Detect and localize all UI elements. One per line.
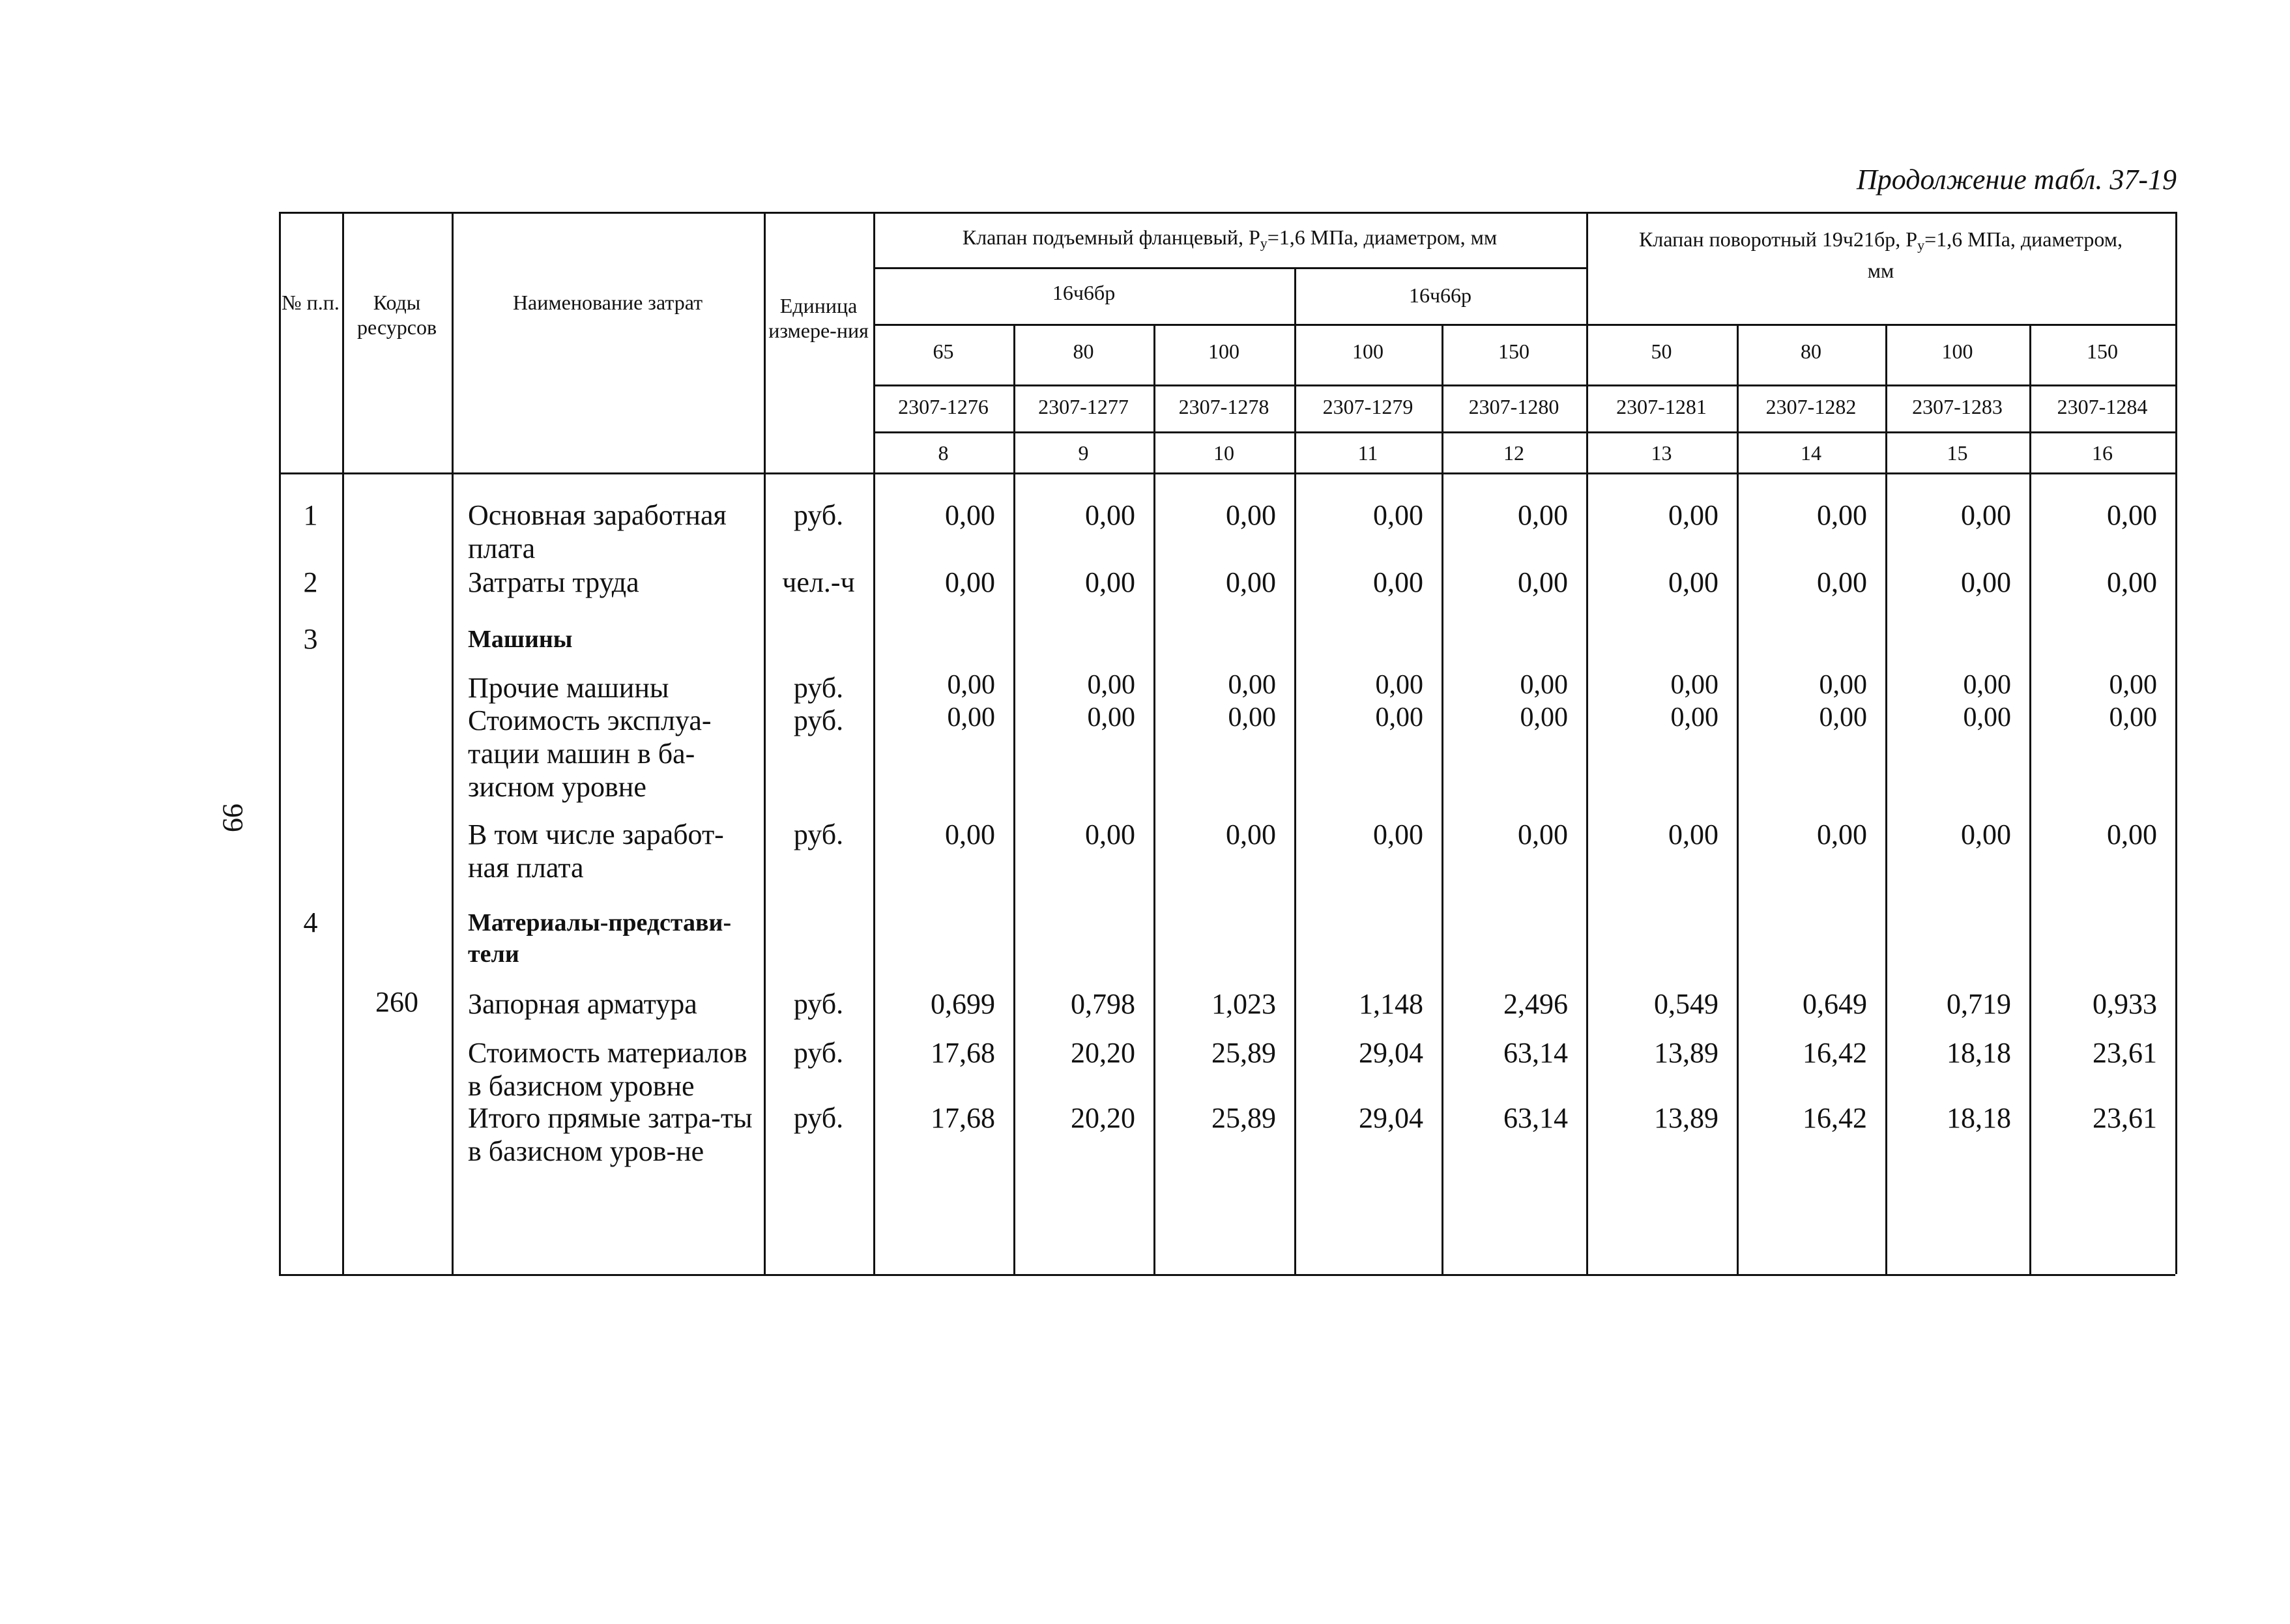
header-group1-text: Клапан подъемный фланцевый, P [962,225,1260,249]
row-number: 3 [303,623,318,655]
row-value: 0,00 [1226,819,1276,850]
row-name: В том числе заработ-ная плата [468,819,724,884]
row-value: 0,00 [947,670,995,700]
row-value: 23,61 [2093,1037,2157,1069]
row-value: 0,00 [945,819,995,850]
row-section-title: Материалы-представи-тели [468,909,732,968]
header-bottom-border [279,472,2175,474]
row-value: 17,68 [931,1037,995,1069]
row-value: 0,649 [1803,988,1867,1020]
header-diameter: 50 [1651,340,1672,363]
row-value: 0,00 [1085,566,1135,598]
row-value: 17,68 [931,1102,995,1134]
header-colnum: 10 [1213,441,1234,465]
row-number: 2 [303,566,318,598]
row-value: 0,00 [2109,703,2157,732]
row-number: 4 [303,906,318,938]
column-border [279,212,281,1274]
header-subgroup1: 16ч6бр [1052,281,1116,304]
row-value: 18,18 [1947,1037,2011,1069]
row-name: Прочие машины [468,672,669,704]
header-colnum: 12 [1503,441,1524,465]
header-name: Наименование затрат [512,291,703,314]
header-code: 2307-1284 [2057,395,2148,418]
header-diameter: 65 [933,340,954,363]
row-value: 0,00 [1520,703,1568,732]
row-value: 13,89 [1654,1037,1718,1069]
row-value: 63,14 [1503,1102,1568,1134]
row-value: 0,00 [1817,566,1867,598]
row-value: 0,00 [947,703,995,732]
header-diameter: 150 [1498,340,1529,363]
header-code: 2307-1279 [1322,395,1413,418]
row-name: Итого прямые затра-ты в базисном уров-не [468,1102,753,1167]
row-name: Основная заработная плата [468,499,727,564]
header-unit: Единица измере-ния [768,294,869,342]
row-value: 0,00 [1226,499,1276,531]
header-subgroup2: 16ч66р [1408,283,1472,307]
row-unit: руб. [793,672,844,704]
row-value: 1,148 [1359,988,1423,1020]
header-code: 2307-1281 [1616,395,1707,418]
row-value: 23,61 [2093,1102,2157,1134]
row-value: 0,00 [2107,819,2157,850]
header-code: 2307-1276 [898,395,989,418]
row-value: 0,719 [1947,988,2011,1020]
row-unit: руб. [793,1037,844,1069]
header-colnum: 9 [1078,441,1089,465]
row-value: 0,00 [1373,566,1423,598]
row-value: 16,42 [1803,1102,1867,1134]
row-unit: чел.-ч [782,566,855,598]
row-value: 0,00 [1373,819,1423,850]
row-resource-code: 260 [375,986,418,1018]
row-value: 0,00 [1375,670,1423,700]
row-value: 0,00 [1085,819,1135,850]
row-value: 0,00 [1961,499,2011,531]
row-value: 0,00 [1520,670,1568,700]
header-group1-sub: y [1260,235,1268,252]
row-section-title: Машины [468,626,573,653]
row-value: 0,00 [1087,670,1135,700]
row-name: Стоимость материалов в базисном уровне [468,1037,747,1102]
row-value: 25,89 [1211,1102,1276,1134]
row-value: 16,42 [1803,1037,1867,1069]
row-value: 0,00 [1961,566,2011,598]
header-group2 [1625,227,2136,283]
row-value: 0,00 [1373,499,1423,531]
header-colnum: 16 [2092,441,2113,465]
row-value: 18,18 [1947,1102,2011,1134]
row-value: 0,00 [1518,819,1568,850]
row-value: 0,00 [1375,703,1423,732]
row-unit: руб. [793,819,844,850]
header-codes: Коды ресурсов [356,291,437,339]
row-value: 29,04 [1359,1102,1423,1134]
header-group1 [873,225,1586,256]
row-value: 0,00 [2107,499,2157,531]
header-colnum: 8 [938,441,949,465]
column-border [2175,212,2177,1274]
row-value: 0,00 [1963,670,2011,700]
header-colnum: 15 [1947,441,1968,465]
header-code: 2307-1282 [1765,395,1857,418]
header-line-subgroups [1586,324,2175,326]
table-bottom-border [279,1274,2175,1276]
row-value: 2,496 [1503,988,1568,1020]
row-unit: руб. [793,704,844,736]
row-value: 0,00 [1817,499,1867,531]
header-line-subgroups [873,324,1586,326]
row-value: 0,00 [1670,670,1718,700]
row-value: 0,00 [1961,819,2011,850]
header-diameter: 100 [1352,340,1384,363]
row-name: Затраты труда [468,566,639,598]
row-value: 0,00 [2107,566,2157,598]
row-value: 0,549 [1654,988,1718,1020]
header-code: 2307-1277 [1038,395,1129,418]
row-value: 13,89 [1654,1102,1718,1134]
header-colnum: 11 [1357,441,1378,465]
row-value: 0,00 [1817,819,1867,850]
page-number: 99 [217,804,249,832]
header-group2-rest: =1,6 МПа, диаметром, мм [1867,227,2123,282]
row-value: 0,00 [1963,703,2011,732]
row-value: 0,00 [945,499,995,531]
row-value: 1,023 [1211,988,1276,1020]
row-value: 29,04 [1359,1037,1423,1069]
row-value: 20,20 [1071,1037,1135,1069]
row-value: 0,00 [1819,670,1867,700]
row-value: 20,20 [1071,1102,1135,1134]
header-code: 2307-1280 [1468,395,1559,418]
row-value: 0,933 [2093,988,2157,1020]
header-group2-sub: y [1917,237,1925,254]
row-value: 0,00 [1819,703,1867,732]
column-border [764,212,766,1274]
row-value: 0,00 [1518,566,1568,598]
column-border [452,212,454,1274]
row-unit: руб. [793,1102,844,1134]
header-code: 2307-1283 [1912,395,2003,418]
row-name: Стоимость эксплуа-тации машин в ба-зисном уровне [468,704,712,803]
row-value: 63,14 [1503,1037,1568,1069]
header-colnum: 14 [1801,441,1821,465]
row-value: 0,00 [1670,703,1718,732]
table-caption: Продолжение табл. 37-19 [1857,164,2177,196]
row-unit: руб. [793,499,844,531]
row-value: 0,00 [1087,703,1135,732]
header-colnum: 13 [1651,441,1672,465]
row-value: 0,00 [1228,670,1276,700]
header-line-diameters [873,384,2175,386]
header-diameter: 100 [1941,340,1973,363]
row-unit: руб. [793,988,844,1020]
row-name: Запорная арматура [468,988,697,1020]
header-group2-text: Клапан поворотный 19ч21бр, P [1639,227,1918,251]
header-line-codes [873,431,2175,433]
header-diameter: 100 [1208,340,1239,363]
row-value: 0,00 [1518,499,1568,531]
row-value: 0,00 [1668,499,1718,531]
row-value: 25,89 [1211,1037,1276,1069]
row-value: 0,798 [1071,988,1135,1020]
row-value: 0,00 [2109,670,2157,700]
header-diameter: 80 [1073,340,1094,363]
column-border [342,212,344,1274]
row-value: 0,00 [945,566,995,598]
header-code: 2307-1278 [1178,395,1269,418]
row-value: 0,00 [1085,499,1135,531]
header-diameter: 150 [2087,340,2118,363]
row-value: 0,699 [931,988,995,1020]
row-value: 0,00 [1668,566,1718,598]
header-num: № п.п. [282,291,340,314]
row-value: 0,00 [1668,819,1718,850]
header-group1-rest: =1,6 МПа, диаметром, мм [1267,225,1498,249]
row-value: 0,00 [1228,703,1276,732]
header-diameter: 80 [1801,340,1821,363]
row-value: 0,00 [1226,566,1276,598]
row-number: 1 [303,499,318,531]
